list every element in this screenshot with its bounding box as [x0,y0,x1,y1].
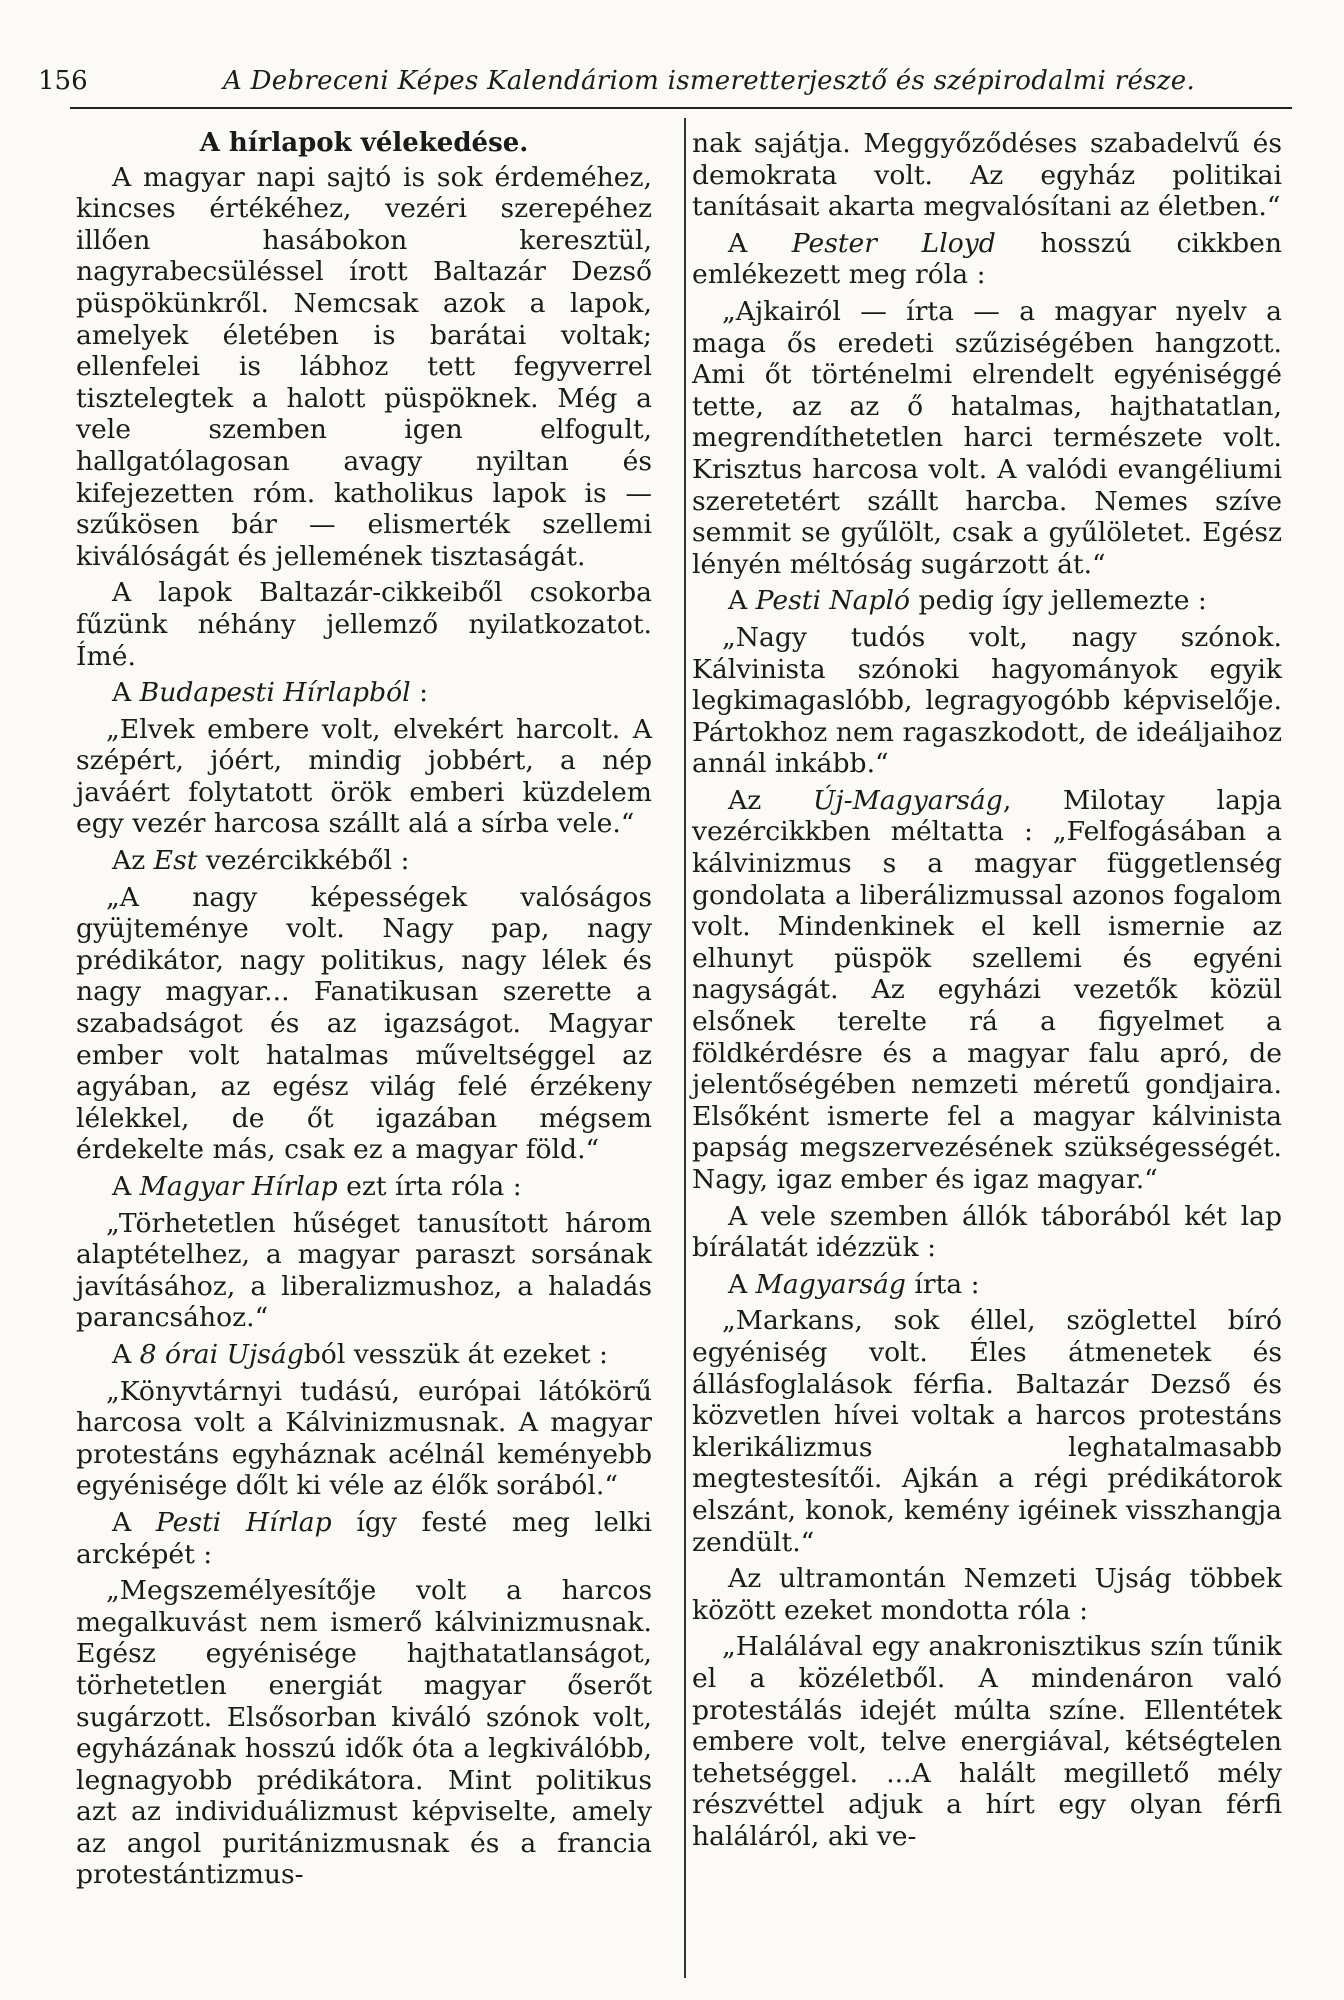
article-title: A hírlapok vélekedése. [199,128,529,158]
quotation: „Markans, sok éllel, szöglettel bíró egyéniség volt. Éles átmenetek és állásfoglalások férfia. Baltazár Dezső és közvetlen hívei voltak a harcos protestáns klerikálizmus leghatalmasabb megtestesítői. Ajkán a régi prédikátorok elszánt, konok, kemény igéinek visszhangja zendült.“ [692,1305,1282,1558]
quotation: „Halálával egy anakronisztikus szín tűnik el a közéletből. A mindenáron való protestálás idejét múlta színe. Ellentétek embere volt, telve energiával, kétségtelen tehetséggel. ...A halált megillető mély részvéttel adjuk a hírt egy olyan férfi haláláról, aki ve- [692,1631,1282,1852]
source-intro: A Pesti Hírlap így festé meg lelki arcképét : [76,1506,652,1570]
quotation: „Törhetetlen hűséget tanusított három alaptételhez, a magyar paraszt sorsának javításához, a liberalizmushoz, a haladás parancsához.“ [76,1207,652,1334]
column-divider [684,118,686,1978]
source-intro: A Magyarság írta : [728,1268,980,1300]
quotation: „Megszemélyesítője volt a harcos megalkuvást nem ismerő kálvinizmusnak. Egész egyénisége hajthatatlanságot, törhetetlen energiát magyar őserőt sugárzott. Elsősorban kiváló szónok volt, egyházának hosszú idők óta a legkiválóbb, legnagyobb prédikátora. Mint politikus azt az individuálizmust képviselte, amely az angol puritánizmusnak és a francia protestántizmus- [76,1575,652,1891]
paragraph: A magyar napi sajtó is sok érdeméhez, kincses értékéhez, vezéri szerepéhez illően hasábokon keresztül, nagyrabecsüléssel írott Baltazár Dezső püspökünkről. Nemcsak azok a lapok, amelyek életében is barátai voltak; ellenfelei is lábhoz tett fegyverrel tisztelegtek a halott püspöknek. Még a vele szemben igen elfogult, hallgatólagosan avagy nyiltan és kifejezetten róm. katholikus lapok is — szűkösen bár — elismerték szellemi kiválóságát és jellemének tisztaságát. [76,161,652,572]
paragraph: A lapok Baltazár-cikkeiből csokorba fűzünk néhány jellemző nyilatkozatot. Ímé. [76,577,652,672]
source-intro: A Pester Lloyd hosszú cikkben emlékezett meg róla : [692,227,1282,291]
header-rule [70,107,1292,109]
source-intro: Az ultramontán Nemzeti Ujság többek között ezeket mondotta róla : [692,1563,1282,1626]
source-intro: A Budapesti Hírlapból : [112,677,429,709]
quotation: „Nagy tudós volt, nagy szónok. Kálvinista szónoki hagyományok egyik legkimagaslóbb, legragyogóbb képviselője. Pártokhoz nem ragaszkodott, de ideáljaihoz annál inkább.“ [692,621,1282,780]
source-intro: A 8 órai Ujságból vesszük át ezeket : [112,1338,608,1370]
source-intro: Az Est vezércikkéből : [112,845,410,877]
quotation: „Könyvtárnyi tudású, európai látókörű harcosa volt a Kálvinizmusnak. A magyar protestáns egyháznak acélnál keményebb egyénisége dőlt ki véle az élők sorából.“ [76,1375,652,1502]
quotation: „A nagy képességek valóságos gyüjteménye volt. Nagy pap, nagy prédikátor, nagy politikus, nagy lélek és nagy magyar... Fanatikusan szerette a szabadságot és az igazságot. Magyar ember volt hatalmas műveltséggel az agyában, az egész világ felé érzékeny lélekkel, de őt igazában mégsem érdekelte más, csak ez a magyar föld.“ [76,881,652,1166]
quotation: „Ajkairól — írta — a magyar nyelv a maga ős eredeti szűziségében hangzott. Ami őt történelmi elrendelt egyéniséggé tette, az az ő hatalmas, hajthatatlan, megrendíthetetlen harci természete volt. Krisztus harcosa volt. A valódi evangéliumi szeretetért szállt harcba. Nemes szíve semmit se gyűlölt, csak a gyűlöletet. Egész lényén méltóság sugárzott át.“ [692,295,1282,580]
source-intro: A Magyar Hírlap ezt írta róla : [112,1171,522,1202]
paragraph: A vele szemben állók táborából két lap bírálatát idézzük : [692,1200,1282,1264]
quotation-continued: nak sajátja. Meggyőződéses szabadelvű és demokrata volt. Az egyház politikai tanításait akarta megvalósítani az életben.“ [692,128,1282,223]
paragraph: Az Új-Magyarság, Milotay lapja vezércikkben méltatta : „Felfogásában a kálvinizmus s a magyar függetlenség gondolata a liberálizmussal azonos fogalom volt. Mindenkinek el kell ismernie az elhunyt püspök szellemi és egyéni nagyságát. Az egyházi vezetők közül elsőnek terelte rá a figyelmet a földkérdésre és a magyar falu apró, de jelentőségében nemzeti méretű gondjaira. Elsőként ismerte fel a magyar kálvinista papság megszervezésének szükségességét. Nagy, igaz ember és igaz magyar.“ [692,784,1282,1195]
page-number: 156 [38,66,88,96]
right-column [692,128,1282,1852]
source-intro: A Pesti Napló pedig így jellemezte : [728,585,1207,617]
quotation: „Elvek embere volt, elvekért harcolt. A szépért, jóért, mindig jobbért, a nép javáért folytatott örök emberi küzdelem egy vezér harcosa szállt alá a sírba vele.“ [76,713,652,840]
left-column [76,128,652,1891]
running-title: A Debreceni Képes Kalendáriom ismeretterjesztő és szépirodalmi része. [223,66,1196,96]
